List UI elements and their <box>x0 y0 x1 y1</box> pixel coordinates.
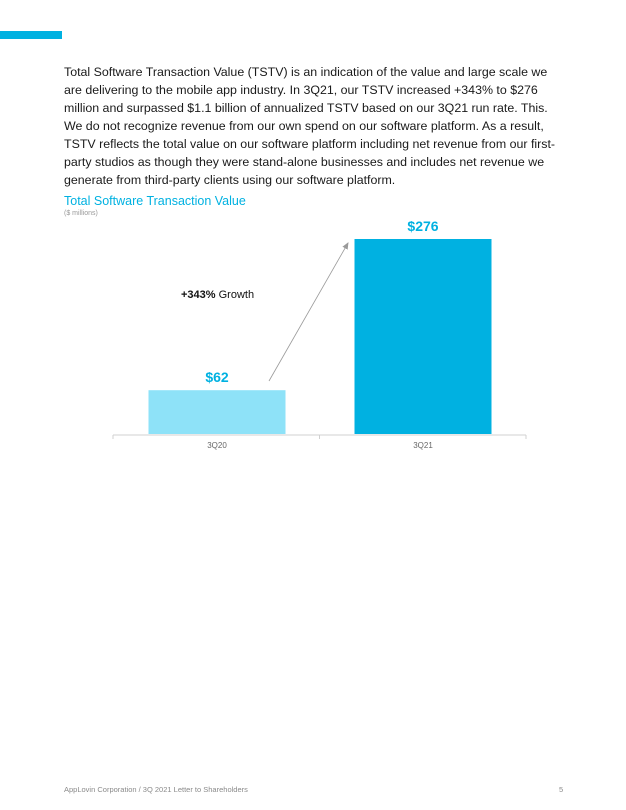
growth-arrow <box>269 243 348 381</box>
chart-title: Total Software Transaction Value <box>64 194 246 208</box>
footer-text: AppLovin Corporation / 3Q 2021 Letter to Shareholders <box>64 785 248 794</box>
data-label-3Q20: $62 <box>205 369 229 386</box>
bar-3Q21 <box>355 239 492 434</box>
bar-3Q20 <box>149 390 286 434</box>
x-tick-label-3Q21: 3Q21 <box>413 441 433 450</box>
chart-subtitle: ($ millions) <box>64 210 98 217</box>
body-paragraph: Total Software Transaction Value (TSTV) is an indication of the value and large scale we are delivering to the mobile app industry. In 3Q21, our TSTV increased +343% to $276 million and surpassed $1.1 billion of annualized TSTV based on our 3Q21 run rate. This. We do not recognize revenue from our own spend on our software platform. As a result, TSTV reflects the total value on our software platform including net revenue from our first-party studios as though they were stand-alone businesses and includes net revenue we generate from third-party clients using our software platform. <box>64 65 556 187</box>
growth-annotation: +343% Growth <box>181 289 255 301</box>
data-label-3Q21: $276 <box>407 218 439 234</box>
page-number: 5 <box>559 785 564 794</box>
x-tick-label-3Q20: 3Q20 <box>207 441 227 450</box>
